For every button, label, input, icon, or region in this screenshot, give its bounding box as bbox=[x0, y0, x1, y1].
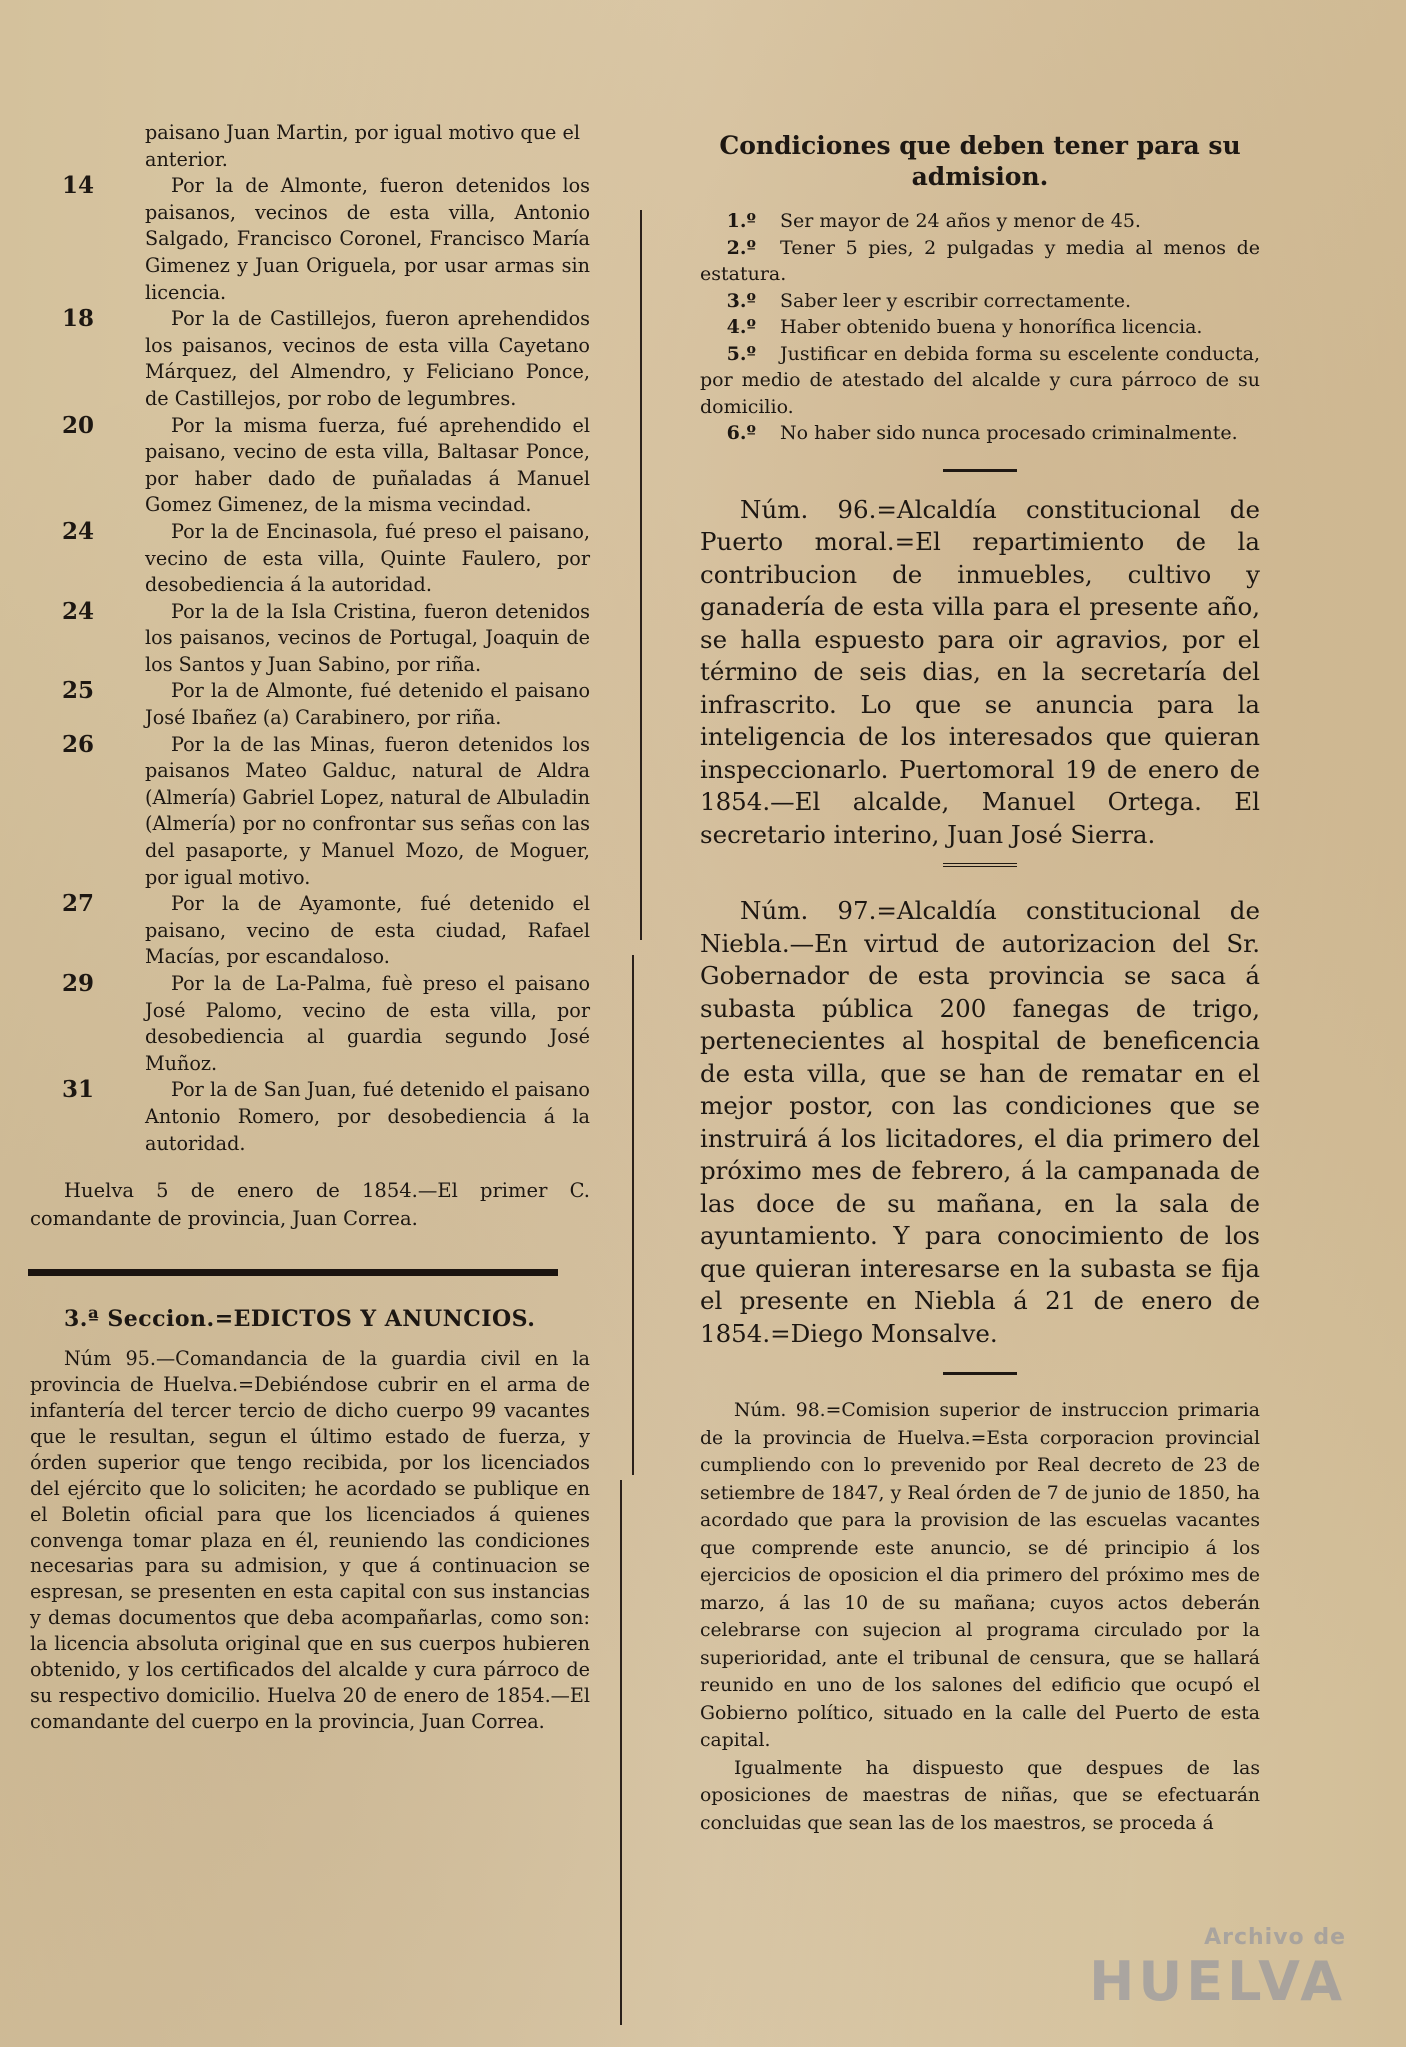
entry-31 bbox=[30, 1077, 590, 1157]
condition-number: 2.º bbox=[726, 236, 756, 259]
section-divider bbox=[28, 1269, 558, 1276]
notice-97: Núm. 97.=Alcaldía constitucional de Niebla.—En virtud de autorizacion del Sr. Gobernador de esta provincia se saca á subasta pública 200 fanegas de trigo, pertenecientes al hospital de beneficencia de esta villa, que se han de rematar en el mejor postor, con las condiciones que se instruirá á los licitadores, el dia primero del próximo mes de febrero, á la campanada de las doce de su mañana, en la sala de ayuntamiento. Y para conocimiento de los que quieran interesarse en la subasta se fija el presente en Niebla á 21 de enero de 1854.=Diego Monsalve. bbox=[700, 896, 1260, 1348]
entry-text: Por la de Ayamonte, fué detenido el paisano, vecino de esta ciudad, Rafael Macías, por escandaloso. bbox=[145, 892, 590, 969]
entry-text: Por la de las Minas, fueron detenidos los paisanos Mateo Galduc, natural de Aldra (Almería) Gabriel Lopez, natural de Albuladin (Almería) por no confrontar sus señas con las del pasaporte, y Manuel Mozo, de Moguer, por igual motivo. bbox=[145, 732, 590, 889]
entry-25 bbox=[30, 678, 590, 731]
entry-day: 29 bbox=[62, 970, 95, 997]
entry-29 bbox=[30, 971, 590, 1077]
condition-text: Haber obtenido buena y honorífica licencia. bbox=[780, 316, 1203, 338]
notice-95: Núm 95.—Comandancia de la guardia civil en la provincia de Huelva.=Debiéndose cubrir en el arma de infantería del tercer tercio de dicho cuerpo 99 vacantes que le resultan, segun el último estado de fuerza, y órden superior que tengo recibida, por los licenciados del ejército que lo soliciten; he acordado se publique en el Boletin oficial para que los licenciados á quienes convenga tomar plaza en él, reuniendo las condiciones necesarias para su admision, y que á continuacion se espresan, se presenten en esta capital con sus instancias y demas documentos que deba acompañarlas, como son: la licencia absoluta original que en sus cuerpos hubieren obtenido, y los certificados del alcalde y cura párroco de su respectivo domicilio. Huelva 20 de enero de 1854.—El comandante del cuerpo en la provincia, Juan Correa. bbox=[30, 1347, 590, 1733]
entry-day: 20 bbox=[62, 411, 95, 439]
condition-number: 5.º bbox=[726, 342, 756, 365]
right-column bbox=[700, 130, 1260, 1837]
entry-day: 24 bbox=[62, 597, 95, 625]
condition-number: 4.º bbox=[726, 316, 756, 338]
entry-text: Por la misma fuerza, fué aprehendido el paisano, vecino de esta villa, Baltasar Ponce, por haber dado de puñaladas á Manuel Gomez Gimenez, de la misma vecindad. bbox=[145, 413, 590, 517]
condition-number: 6.º bbox=[726, 422, 756, 444]
entry-day: 24 bbox=[62, 517, 95, 545]
entry-text: Por la de la Isla Cristina, fueron detenidos los paisanos, vecinos de Portugal, Joaquin de los Santos y Juan Sabino, por riña. bbox=[145, 599, 590, 676]
conditions-list bbox=[700, 208, 1260, 447]
section-title: 3.ª Seccion.=EDICTOS Y ANUNCIOS. bbox=[64, 1306, 536, 1333]
entry-24a bbox=[30, 519, 590, 599]
condition-item bbox=[700, 288, 1260, 315]
entry-continuation: paisano Juan Martin, por igual motivo que el anterior. bbox=[145, 121, 580, 171]
entry-24b bbox=[30, 599, 590, 679]
column-rule-top bbox=[640, 210, 642, 940]
notice-96: Núm. 96.=Alcaldía constitucional de Puerto moral.=El repartimiento de la contribucion de inmuebles, cultivo y ganadería de esta villa para el presente año, se halla espuesto para oir agravios, por el término de seis dias, en la secretaría del infrascrito. Lo que se anuncia para la inteligencia de los interesados que quieran inspeccionarlo. Puertomoral 19 de enero de 1854.—El alcalde, Manuel Ortega. El secretario interino, Juan José Sierra. bbox=[700, 494, 1260, 849]
watermark-big-text: HUELVA bbox=[1089, 1950, 1346, 2013]
conditions-title: Condiciones que deben tener para su admision. bbox=[719, 131, 1241, 191]
entry-day: 25 bbox=[62, 677, 95, 705]
entry-text: Por la de Castillejos, fueron aprehendidos los paisanos, vecinos de esta villa Cayetano Márquez, del Almendro, y Feliciano Ponce, de Castillejos, por robo de legumbres. bbox=[145, 307, 590, 410]
entry-text: Por la de La-Palma, fuè preso el paisano José Palomo, vecino de esta villa, por desobediencia al guardia segundo José Muñoz. bbox=[145, 972, 590, 1075]
separator-double bbox=[943, 863, 1017, 869]
condition-item bbox=[700, 208, 1260, 235]
entry-20 bbox=[30, 413, 590, 519]
condition-text: Justificar en debida forma su escelente conducta, por medio de atestado del alcalde y cura párroco de su domicilio. bbox=[700, 342, 1260, 418]
watermark-small-text: Archivo de bbox=[1204, 1925, 1346, 1950]
condition-item bbox=[700, 235, 1260, 288]
entry-text: Por la de Almonte, fueron detenidos los paisanos, vecinos de esta villa, Antonio Salgado, Francisco Coronel, Francisco María Gimenez y Juan Origuela, por usar armas sin licencia. bbox=[145, 174, 590, 304]
entry-day: 26 bbox=[62, 730, 95, 758]
entry-text: Por la de San Juan, fué detenido el paisano Antonio Romero, por desobediencia á la autoridad. bbox=[145, 1078, 590, 1155]
left-column bbox=[30, 120, 590, 1735]
entry-18 bbox=[30, 306, 590, 412]
condition-item bbox=[700, 341, 1260, 421]
entry-day: 31 bbox=[62, 1076, 95, 1104]
entry-day: 27 bbox=[62, 890, 95, 918]
entries-list bbox=[30, 173, 590, 1157]
condition-text: Tener 5 pies, 2 pulgadas y media al menos de estatura. bbox=[700, 236, 1260, 285]
condition-number: 3.º bbox=[726, 289, 756, 312]
entry-day: 14 bbox=[62, 172, 95, 200]
notice-98: Núm. 98.=Comision superior de instruccion primaria de la provincia de Huelva.=Esta corporacion provincial cumpliendo con lo prevenido por Real decreto de 23 de setiembre de 1847, y Real órden de 7 de junio de 1850, ha acordado que para la provision de las escuelas vacantes que comprende este anuncio, se dé principio á los ejercicios de oposicion el dia primero del próximo mes de marzo, á las 10 de su mañana; cuyos actos deberán celebrarse con sujecion al programa circulado por la superioridad, ante el tribunal de censura, que se hallará reunido en uno de los salones del edificio que ocupó el Gobierno político, situado en la calle del Puerto de esta capital. bbox=[700, 1400, 1260, 1751]
entry-day: 18 bbox=[62, 305, 95, 333]
column-rule-middle bbox=[632, 955, 634, 1475]
condition-item bbox=[700, 314, 1260, 341]
condition-text: Ser mayor de 24 años y menor de 45. bbox=[780, 210, 1141, 232]
separator bbox=[943, 469, 1017, 472]
separator bbox=[943, 1372, 1017, 1375]
entry-27 bbox=[30, 891, 590, 971]
entry-14 bbox=[30, 173, 590, 306]
condition-number: 1.º bbox=[726, 210, 756, 232]
condition-text: Saber leer y escribir correctamente. bbox=[780, 289, 1131, 312]
entry-26 bbox=[30, 732, 590, 892]
signature: Huelva 5 de enero de 1854.—El primer C. comandante de provincia, Juan Correa. bbox=[30, 1179, 590, 1231]
entry-text: Por la de Encinasola, fué preso el paisano, vecino de esta villa, Quinte Faulero, por desobediencia á la autoridad. bbox=[145, 519, 590, 597]
column-rule-bottom bbox=[620, 1480, 622, 2025]
entry-text: Por la de Almonte, fué detenido el paisano José Ibañez (a) Carabinero, por riña. bbox=[145, 679, 590, 730]
notice-98-continuation: Igualmente ha dispuesto que despues de las oposiciones de maestras de niñas, que se efectuarán concluidas que sean las de los maestros, se proceda á bbox=[700, 1757, 1260, 1834]
condition-text: No haber sido nunca procesado criminalmente. bbox=[780, 422, 1238, 444]
archive-watermark bbox=[1089, 1925, 1346, 2013]
condition-item bbox=[700, 420, 1260, 447]
